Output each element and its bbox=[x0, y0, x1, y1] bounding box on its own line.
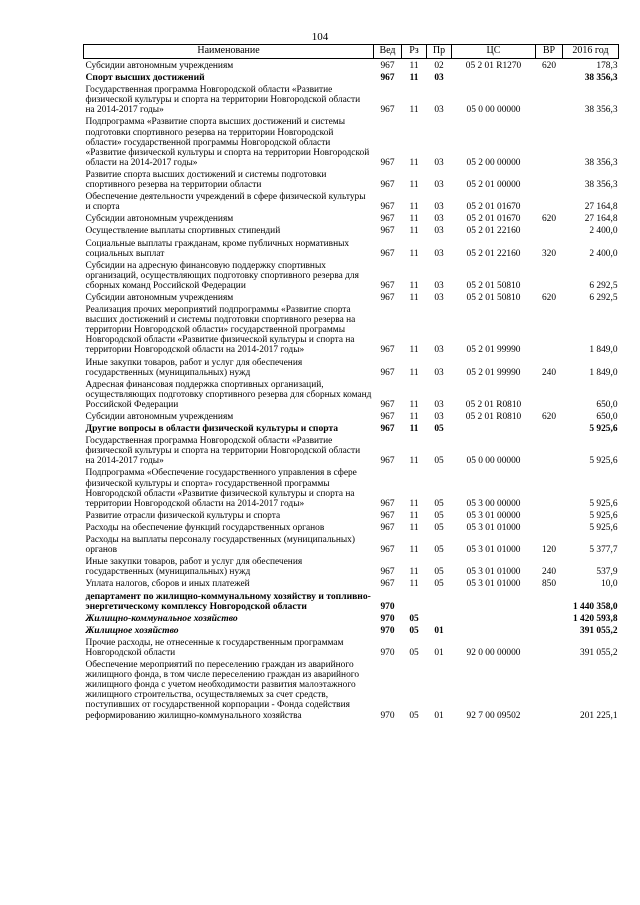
cell-sum: 650,0 bbox=[596, 412, 618, 422]
cell-ved: 970 bbox=[380, 613, 395, 624]
cell-cs: 92 7 00 09502 bbox=[466, 710, 521, 721]
cell-name: Расходы на обеспечение функций государственных органов bbox=[85, 522, 325, 533]
cell-name: Субсидии автономным учреждениям bbox=[85, 214, 234, 225]
cell-vr: 240 bbox=[541, 567, 557, 578]
cell-vr bbox=[536, 190, 563, 212]
cell-vr: 320 bbox=[541, 248, 557, 259]
header-name: Наименование bbox=[84, 45, 374, 59]
cell-rz: 11 bbox=[409, 412, 419, 422]
cell-sum: 5 925,6 bbox=[589, 498, 618, 509]
cell-pr: 03 bbox=[434, 105, 444, 116]
table-header bbox=[84, 45, 619, 59]
cell-ved: 967 bbox=[380, 567, 395, 578]
table-row bbox=[84, 410, 619, 422]
cell-ved: 967 bbox=[380, 545, 395, 556]
cell-ved: 967 bbox=[380, 412, 395, 422]
cell-pr: 03 bbox=[434, 345, 444, 356]
cell-ved: 970 bbox=[380, 601, 395, 612]
cell-ved: 967 bbox=[380, 498, 395, 509]
cell-rz: 11 bbox=[409, 567, 419, 578]
cell-rz: 11 bbox=[409, 498, 419, 509]
cell-vr bbox=[536, 509, 563, 521]
header-vr: ВР bbox=[536, 45, 563, 59]
table-body bbox=[84, 59, 619, 721]
cell-name: Спорт высших достижений bbox=[85, 72, 205, 84]
cell-pr: 05 bbox=[434, 510, 444, 521]
cell-cs: 05 2 01 22160 bbox=[466, 226, 521, 237]
cell-rz: 11 bbox=[409, 61, 419, 71]
budget-table bbox=[83, 44, 619, 721]
cell-cs: 05 0 00 00000 bbox=[466, 105, 521, 116]
cell-sum: 178,3 bbox=[596, 61, 618, 71]
cell-ved: 970 bbox=[380, 647, 395, 658]
cell-pr: 01 bbox=[434, 647, 444, 658]
cell-pr: 01 bbox=[434, 710, 444, 721]
cell-cs: 05 2 01 22160 bbox=[466, 248, 521, 259]
cell-sum: 1 440 358,0 bbox=[572, 601, 618, 612]
table-row bbox=[84, 303, 619, 355]
cell-rz: 11 bbox=[409, 510, 419, 521]
cell-cs: 05 2 01 00000 bbox=[466, 180, 521, 191]
cell-name: Подпрограмма «Развитие спорта высших достижений и системы подготовки спортивного резерва на территории Новгородской области» государственной программы Новгородской области «Развитие физической культуры и спорта на территории Новгородской области на 2014-2017 годы» bbox=[85, 117, 370, 168]
cell-sum: 10,0 bbox=[601, 579, 618, 590]
cell-rz: 11 bbox=[409, 522, 419, 533]
cell-sum: 38 356,3 bbox=[584, 180, 618, 191]
cell-cs: 05 3 01 01000 bbox=[466, 567, 521, 578]
cell-ved: 967 bbox=[380, 180, 395, 191]
cell-cs: 05 2 01 01670 bbox=[466, 214, 521, 225]
cell-vr: 620 bbox=[541, 412, 557, 422]
cell-cs: 92 0 00 00000 bbox=[466, 647, 521, 658]
cell-name: Социальные выплаты гражданам, кроме публичных нормативных социальных выплат bbox=[85, 238, 350, 259]
cell-name: Жилищное хозяйство bbox=[85, 624, 179, 636]
cell-ved: 970 bbox=[380, 625, 395, 636]
cell-ved: 967 bbox=[380, 522, 395, 533]
cell-ved: 967 bbox=[380, 292, 395, 303]
table-row bbox=[84, 577, 619, 589]
cell-rz: 11 bbox=[409, 292, 419, 303]
cell-cs bbox=[452, 422, 536, 434]
cell-vr: 620 bbox=[541, 214, 557, 225]
cell-rz: 11 bbox=[409, 157, 419, 168]
cell-rz: 11 bbox=[409, 180, 419, 191]
table-row bbox=[84, 466, 619, 508]
cell-rz bbox=[402, 590, 427, 612]
page-number: 104 bbox=[311, 31, 329, 43]
cell-cs: 05 0 00 00000 bbox=[466, 456, 521, 467]
cell-pr bbox=[427, 612, 452, 624]
table-row bbox=[84, 83, 619, 115]
cell-cs bbox=[452, 612, 536, 624]
cell-ved: 967 bbox=[380, 226, 395, 237]
cell-name: Иные закупки товаров, работ и услуг для обеспечения государственных (муниципальных) нужд bbox=[85, 357, 303, 378]
cell-name: Подпрограмма «Обеспечение государственного управления в сфере физической культуры и спорта» государственной программы Новгородской области «Развитие физической культуры и спорта на территории Новгородской области на 2014-2017 годы» bbox=[85, 468, 357, 509]
table-row bbox=[84, 555, 619, 577]
cell-name: Обеспечение мероприятий по переселению граждан из аварийного жилищного фонда, в том числе переселению граждан из аварийного жилищного фонда с учетом необходимости развития малоэтажного жилищного строительства, осуществляемых за счет средств, поступивших от государственной корпорации - Фонда содействия реформированию жилищно-коммунального хозяйства bbox=[85, 660, 360, 721]
header-cs: ЦС bbox=[452, 45, 536, 59]
cell-vr bbox=[536, 115, 563, 167]
cell-name: Государственная программа Новгородской области «Развитие физической культуры и спорта на территории Новгородской области на 2014-2017 годы» bbox=[85, 436, 361, 467]
header-ved: Вед bbox=[374, 45, 402, 59]
cell-sum: 391 055,2 bbox=[580, 647, 618, 658]
cell-vr bbox=[536, 658, 563, 721]
cell-cs bbox=[452, 624, 536, 636]
table-row bbox=[84, 71, 619, 83]
table-row bbox=[84, 612, 619, 624]
cell-vr: 850 bbox=[541, 579, 557, 590]
cell-pr: 03 bbox=[434, 367, 444, 378]
cell-vr: 120 bbox=[541, 545, 557, 556]
cell-rz: 11 bbox=[409, 73, 419, 84]
cell-rz: 11 bbox=[409, 424, 419, 435]
cell-pr: 05 bbox=[434, 498, 444, 509]
cell-sum: 5 925,6 bbox=[589, 424, 618, 435]
cell-name: Субсидии на адресную финансовую поддержку спортивных организаций, осуществляющих подготовку спортивного резерва для сборных команд Российской Федерации bbox=[85, 260, 359, 291]
cell-cs: 05 2 01 99990 bbox=[466, 367, 521, 378]
cell-sum: 38 356,3 bbox=[584, 157, 618, 168]
cell-vr bbox=[536, 303, 563, 355]
cell-ved: 967 bbox=[380, 105, 395, 116]
cell-pr: 03 bbox=[434, 214, 444, 225]
cell-vr bbox=[536, 590, 563, 612]
cell-pr: 03 bbox=[434, 399, 444, 410]
cell-ved: 967 bbox=[380, 214, 395, 225]
cell-vr bbox=[536, 466, 563, 508]
cell-vr bbox=[536, 259, 563, 291]
cell-ved: 970 bbox=[380, 710, 395, 721]
table-row bbox=[84, 224, 619, 236]
cell-sum: 5 925,6 bbox=[589, 510, 618, 521]
cell-ved: 967 bbox=[380, 456, 395, 467]
cell-cs: 05 2 01 99990 bbox=[466, 345, 521, 356]
cell-sum: 5 925,6 bbox=[589, 456, 618, 467]
cell-pr: 03 bbox=[434, 226, 444, 237]
cell-cs: 05 2 01 50810 bbox=[466, 292, 521, 303]
table-row bbox=[84, 533, 619, 555]
cell-pr: 05 bbox=[434, 579, 444, 590]
cell-vr bbox=[536, 378, 563, 410]
cell-pr: 05 bbox=[434, 456, 444, 467]
table-row bbox=[84, 378, 619, 410]
cell-rz: 11 bbox=[409, 202, 419, 213]
cell-vr bbox=[536, 224, 563, 236]
table-row bbox=[84, 521, 619, 533]
cell-ved: 967 bbox=[380, 248, 395, 259]
cell-name: Жилищно-коммунальное хозяйство bbox=[85, 612, 238, 624]
cell-vr bbox=[536, 71, 563, 83]
table-row bbox=[84, 59, 619, 72]
table-row bbox=[84, 422, 619, 434]
cell-name: Государственная программа Новгородской области «Развитие физической культуры и спорта на территории Новгородской области на 2014-2017 годы» bbox=[85, 85, 361, 116]
cell-sum: 537,9 bbox=[596, 567, 618, 578]
cell-vr: 620 bbox=[541, 61, 557, 71]
table-row bbox=[84, 590, 619, 612]
cell-vr bbox=[536, 422, 563, 434]
cell-rz: 11 bbox=[409, 248, 419, 259]
cell-cs: 05 2 00 00000 bbox=[466, 157, 521, 168]
cell-vr bbox=[536, 434, 563, 466]
cell-ved: 967 bbox=[380, 345, 395, 356]
cell-sum: 5 925,6 bbox=[589, 522, 618, 533]
cell-pr: 03 bbox=[434, 180, 444, 191]
cell-rz: 11 bbox=[409, 226, 419, 237]
cell-name: Субсидии автономным учреждениям bbox=[85, 412, 234, 422]
cell-name: Субсидии автономным учреждениям bbox=[85, 292, 234, 303]
cell-vr: 240 bbox=[541, 367, 557, 378]
cell-pr: 02 bbox=[434, 61, 444, 71]
cell-rz: 11 bbox=[409, 214, 419, 225]
cell-name: Субсидии автономным учреждениям bbox=[85, 61, 234, 71]
cell-name: Адресная финансовая поддержка спортивных организаций, осуществляющих подготовку спортивного резерва для сборных команд Российской Федерации bbox=[85, 379, 372, 410]
cell-rz: 11 bbox=[409, 456, 419, 467]
cell-rz: 05 bbox=[409, 625, 419, 636]
cell-sum: 2 400,0 bbox=[589, 248, 618, 259]
cell-cs: 05 2 01 50810 bbox=[466, 280, 521, 291]
cell-vr bbox=[536, 636, 563, 658]
cell-pr: 03 bbox=[434, 280, 444, 291]
cell-ved: 967 bbox=[380, 61, 395, 71]
table-row bbox=[84, 434, 619, 466]
header-rz: Рз bbox=[402, 45, 427, 59]
cell-cs: 05 2 01 01670 bbox=[466, 202, 521, 213]
cell-vr bbox=[536, 624, 563, 636]
cell-name: Уплата налогов, сборов и иных платежей bbox=[85, 579, 250, 590]
cell-vr bbox=[536, 83, 563, 115]
cell-pr: 03 bbox=[434, 248, 444, 259]
cell-sum: 1 849,0 bbox=[589, 345, 618, 356]
cell-sum: 391 055,2 bbox=[580, 625, 618, 636]
cell-rz: 11 bbox=[409, 105, 419, 116]
cell-pr: 03 bbox=[434, 412, 444, 422]
cell-ved: 967 bbox=[380, 280, 395, 291]
cell-pr bbox=[427, 590, 452, 612]
cell-name: Иные закупки товаров, работ и услуг для обеспечения государственных (муниципальных) нужд bbox=[85, 557, 303, 578]
cell-pr: 03 bbox=[434, 73, 444, 84]
cell-cs: 05 3 01 01000 bbox=[466, 522, 521, 533]
header-row bbox=[84, 45, 619, 59]
cell-name: Развитие спорта высших достижений и системы подготовки спортивного резерва на территории области bbox=[85, 169, 327, 191]
cell-pr: 03 bbox=[434, 292, 444, 303]
table-row bbox=[84, 658, 619, 721]
cell-name: департамент по жилищно-коммунальному хозяйству и топливно-энергетическому комплексу Новгородской области bbox=[85, 590, 371, 612]
cell-pr: 05 bbox=[434, 424, 444, 435]
cell-ved: 967 bbox=[380, 399, 395, 410]
cell-rz: 05 bbox=[409, 710, 419, 721]
cell-ved: 967 bbox=[380, 202, 395, 213]
cell-vr bbox=[536, 168, 563, 190]
cell-name: Развитие отрасли физической культуры и спорта bbox=[85, 510, 281, 521]
cell-name: Другие вопросы в области физической культуры и спорта bbox=[85, 423, 339, 435]
cell-cs: 05 3 01 00000 bbox=[466, 510, 521, 521]
cell-cs: 05 3 00 00000 bbox=[466, 498, 521, 509]
cell-pr: 01 bbox=[434, 625, 444, 636]
cell-sum: 27 164,8 bbox=[584, 214, 618, 225]
cell-pr: 05 bbox=[434, 567, 444, 578]
table-row bbox=[84, 291, 619, 303]
table-row bbox=[84, 190, 619, 212]
cell-rz: 05 bbox=[409, 613, 419, 624]
cell-cs: 05 2 01 R1270 bbox=[465, 61, 522, 71]
table-row bbox=[84, 624, 619, 636]
cell-cs bbox=[452, 71, 536, 83]
table-row bbox=[84, 237, 619, 259]
table-row bbox=[84, 212, 619, 224]
cell-sum: 38 356,3 bbox=[584, 73, 618, 84]
table-row bbox=[84, 115, 619, 167]
cell-name: Прочие расходы, не отнесенные к государственным программам Новгородской области bbox=[85, 637, 344, 658]
cell-sum: 2 400,0 bbox=[589, 226, 618, 237]
cell-pr: 03 bbox=[434, 202, 444, 213]
cell-vr bbox=[536, 612, 563, 624]
cell-rz: 11 bbox=[409, 367, 419, 378]
cell-rz: 11 bbox=[409, 345, 419, 356]
cell-cs: 05 2 01 R0810 bbox=[465, 399, 522, 410]
header-year: 2016 год bbox=[563, 45, 619, 59]
cell-name: Осуществление выплаты спортивных стипендий bbox=[85, 226, 281, 237]
cell-vr: 620 bbox=[541, 292, 557, 303]
cell-pr: 03 bbox=[434, 157, 444, 168]
header-pr: Пр bbox=[427, 45, 452, 59]
cell-ved: 967 bbox=[380, 424, 395, 435]
cell-sum: 650,0 bbox=[596, 399, 618, 410]
cell-name: Обеспечение деятельности учреждений в сфере физической культуры и спорта bbox=[85, 192, 366, 213]
cell-sum: 6 292,5 bbox=[589, 292, 618, 303]
cell-sum: 27 164,8 bbox=[584, 202, 618, 213]
cell-pr: 05 bbox=[434, 522, 444, 533]
cell-ved: 967 bbox=[380, 157, 395, 168]
cell-cs: 05 3 01 01000 bbox=[466, 579, 521, 590]
table-row bbox=[84, 168, 619, 190]
cell-name: Реализация прочих мероприятий подпрограммы «Развитие спорта высших достижений и системы подготовки спортивного резерва на территории Новгородской области» государственной программы Новгородской области «Развитие физической культуры и спорта на территории Новгородской области на 2014-2017 годы» bbox=[85, 305, 356, 356]
cell-sum: 1 849,0 bbox=[589, 367, 618, 378]
cell-sum: 38 356,3 bbox=[584, 105, 618, 116]
cell-ved: 967 bbox=[380, 367, 395, 378]
cell-pr: 05 bbox=[434, 545, 444, 556]
cell-rz: 11 bbox=[409, 579, 419, 590]
cell-vr bbox=[536, 521, 563, 533]
table-row bbox=[84, 636, 619, 658]
cell-rz: 11 bbox=[409, 545, 419, 556]
cell-rz: 11 bbox=[409, 280, 419, 291]
cell-cs: 05 3 01 01000 bbox=[466, 545, 521, 556]
cell-ved: 967 bbox=[380, 510, 395, 521]
table-row bbox=[84, 259, 619, 291]
cell-cs: 05 2 01 R0810 bbox=[465, 412, 522, 422]
cell-sum: 6 292,5 bbox=[589, 280, 618, 291]
cell-cs bbox=[452, 590, 536, 612]
cell-sum: 5 377,7 bbox=[589, 545, 618, 556]
cell-rz: 11 bbox=[409, 399, 419, 410]
table-row bbox=[84, 356, 619, 378]
cell-sum: 1 420 593,8 bbox=[572, 613, 618, 624]
table-row bbox=[84, 509, 619, 521]
cell-rz: 05 bbox=[409, 647, 419, 658]
cell-ved: 967 bbox=[380, 73, 395, 84]
cell-name: Расходы на выплаты персоналу государственных (муниципальных) органов bbox=[85, 535, 355, 556]
cell-ved: 967 bbox=[380, 579, 395, 590]
cell-sum: 201 225,1 bbox=[580, 710, 618, 721]
